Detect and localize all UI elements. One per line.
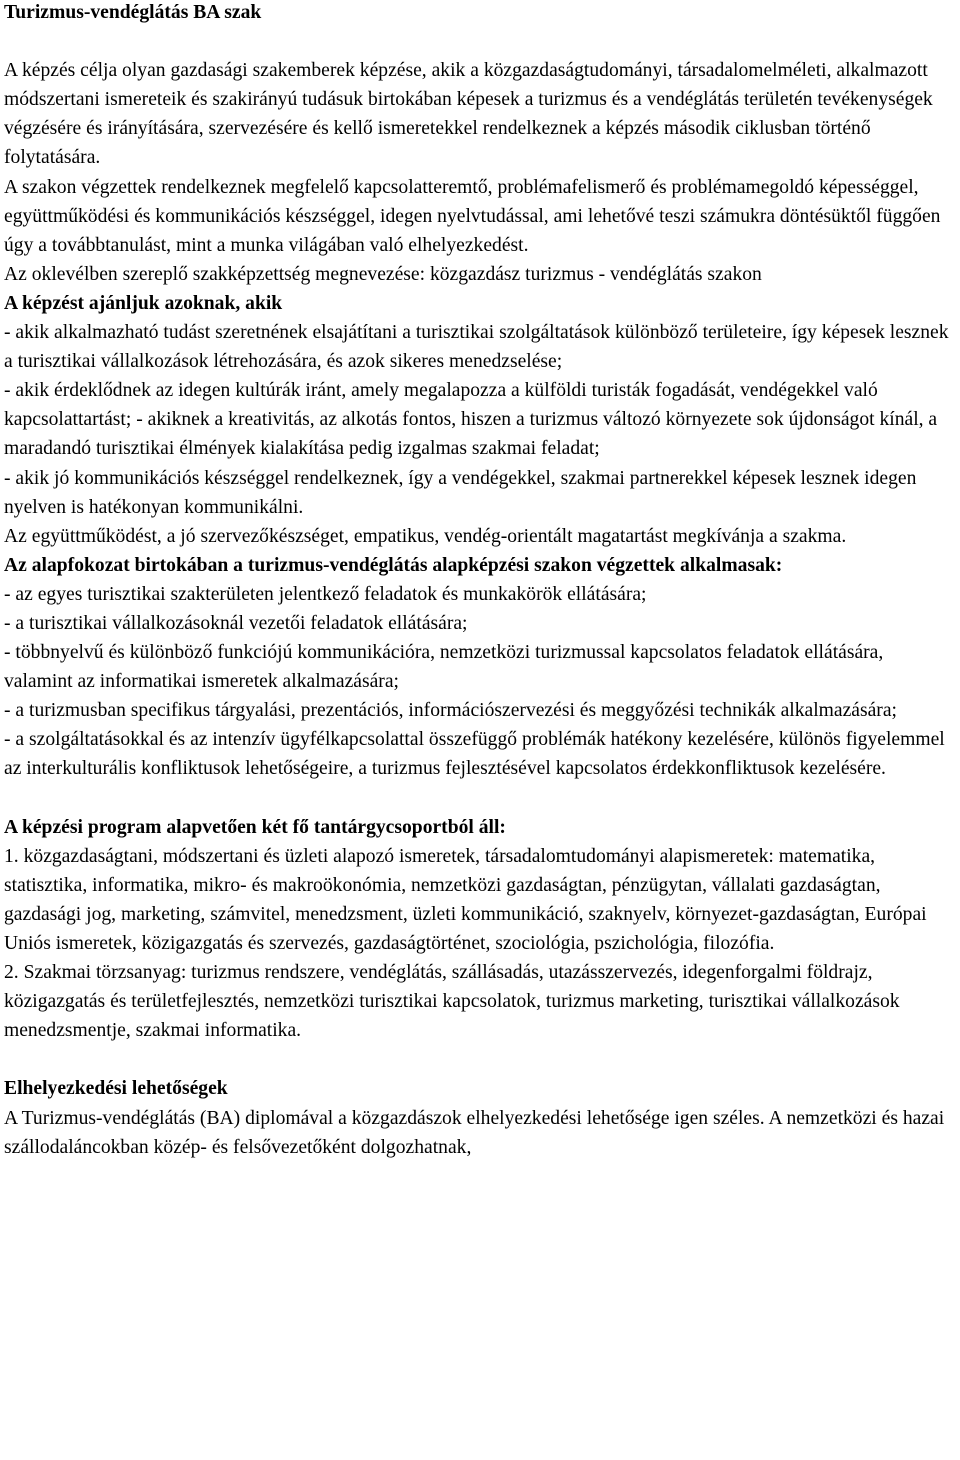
program-heading: A képzési program alapvetően két fő tantárgycsoportból áll: — [4, 816, 506, 838]
suitable-item: - az egyes turisztikai szakterületen jelentkező feladatok és munkakörök ellátására; — [4, 583, 647, 605]
spacer — [4, 1045, 956, 1074]
program-item: 2. Szakmai törzsanyag: turizmus rendszere, vendéglátás, szállásadás, utazásszervezés, idegenforgalmi földrajz, közigazgatás és területfejlesztés, nemzetközi turisztikai kapcsolatok, turizmus marketing, turisztikai vállalkozások menedzsmentje, szakmai informatika. — [4, 962, 900, 1042]
recommended-item: - akik jó kommunikációs készséggel rendelkeznek, így a vendégekkel, szakmai partnerekkel képesek lesznek idegen nyelven is hatékonyan kommunikálni. — [4, 467, 917, 518]
qualification-paragraph: Az oklevélben szereplő szakképzettség megnevezése: közgazdász turizmus - vendéglátás szakon — [4, 263, 762, 285]
suitable-item: - a turizmusban specifikus tárgyalási, prezentációs, információszervezési és meggyőzési technikák alkalmazására; — [4, 700, 897, 722]
document-title: Turizmus-vendéglátás BA szak — [4, 2, 262, 23]
recommended-heading: A képzést ajánljuk azoknak, akik — [4, 292, 283, 314]
suitable-heading: Az alapfokozat birtokában a turizmus-vendéglátás alapképzési szakon végzettek alkalmasak: — [4, 554, 783, 576]
competencies-paragraph: A szakon végzettek rendelkeznek megfelelő kapcsolatteremtő, problémafelismerő és problémamegoldó képességgel, együttműködési és kommunikációs készséggel, idegen nyelvtudással, ami lehetővé teszi számukra döntésüktől függően úgy a továbbtanulást, mint a munka világában való elhelyezkedést. — [4, 176, 941, 256]
spacer — [4, 784, 956, 813]
suitable-item: - a turisztikai vállalkozásoknál vezetői feladatok ellátására; — [4, 612, 468, 634]
intro-paragraph: A képzés célja olyan gazdasági szakemberek képzése, akik a közgazdaságtudományi, társadalomelméleti, alkalmazott módszertani ismereteik és szakirányú tudásuk birtokában képesek a turizmus és a vendéglátás területén tevékenységek végzésére és irányítására, szervezésére és kellő ismeretekkel rendelkeznek a képzés második ciklusban történő folytatására. — [4, 60, 933, 169]
document-page — [4, 0, 956, 1162]
recommended-item: - akik érdeklődnek az idegen kultúrák iránt, amely megalapozza a külföldi turisták fogadását, vendégekkel való kapcsolattartást; - akiknek a kreativitás, az alkotás fontos, hiszen a turizmus változó környezete sok újdonságot kínál, a maradandó turisztikai élmények kialakítása pedig izgalmas szakmai feladat; — [4, 380, 938, 460]
suitable-item: - többnyelvű és különböző funkciójú kommunikációra, nemzetközi turizmussal kapcsolatos feladatok ellátására, valamint az informatikai ismeretek alkalmazására; — [4, 642, 884, 693]
employment-paragraph: A Turizmus-vendéglátás (BA) diplomával a közgazdászok elhelyezkedési lehetősége igen széles. A nemzetközi és hazai szállodaláncokban közép- és felsővezetőként dolgozhatnak, — [4, 1107, 945, 1158]
recommended-item: - akik alkalmazható tudást szeretnének elsajátítani a turisztikai szolgáltatások különböző területeire, így képesek lesznek a turisztikai vállalkozások létrehozására, és azok sikeres menedzselése; — [4, 322, 949, 373]
employment-heading: Elhelyezkedési lehetőségek — [4, 1078, 228, 1100]
program-item: 1. közgazdaságtani, módszertani és üzleti alapozó ismeretek, társadalomtudományi alapismeretek: matematika, statisztika, informatika, mikro- és makroökonómia, nemzetközi gazdaságtan, pénzügytan, vállalati gazdaságtan, gazdasági jog, marketing, számvitel, menedzsment, üzleti kommunikáció, szaknyelv, környezet-gazdaságtan, Európai Uniós ismeretek, közigazgatás és szervezés, gazdaságtörténet, szociológia, pszichológia, filozófia. — [4, 845, 927, 954]
spacer — [4, 27, 956, 56]
suitable-item: - a szolgáltatásokkal és az intenzív ügyfélkapcsolattal összefüggő problémák hatékony kezelésére, különös figyelemmel az interkulturális konfliktusok lehetőségeire, a turizmus fejlesztésével kapcsolatos érdekkonfliktusok kezelésére. — [4, 729, 945, 780]
recommended-closing: Az együttműködést, a jó szervezőkészséget, empatikus, vendég-orientált magatartást megkívánja a szakma. — [4, 525, 847, 547]
